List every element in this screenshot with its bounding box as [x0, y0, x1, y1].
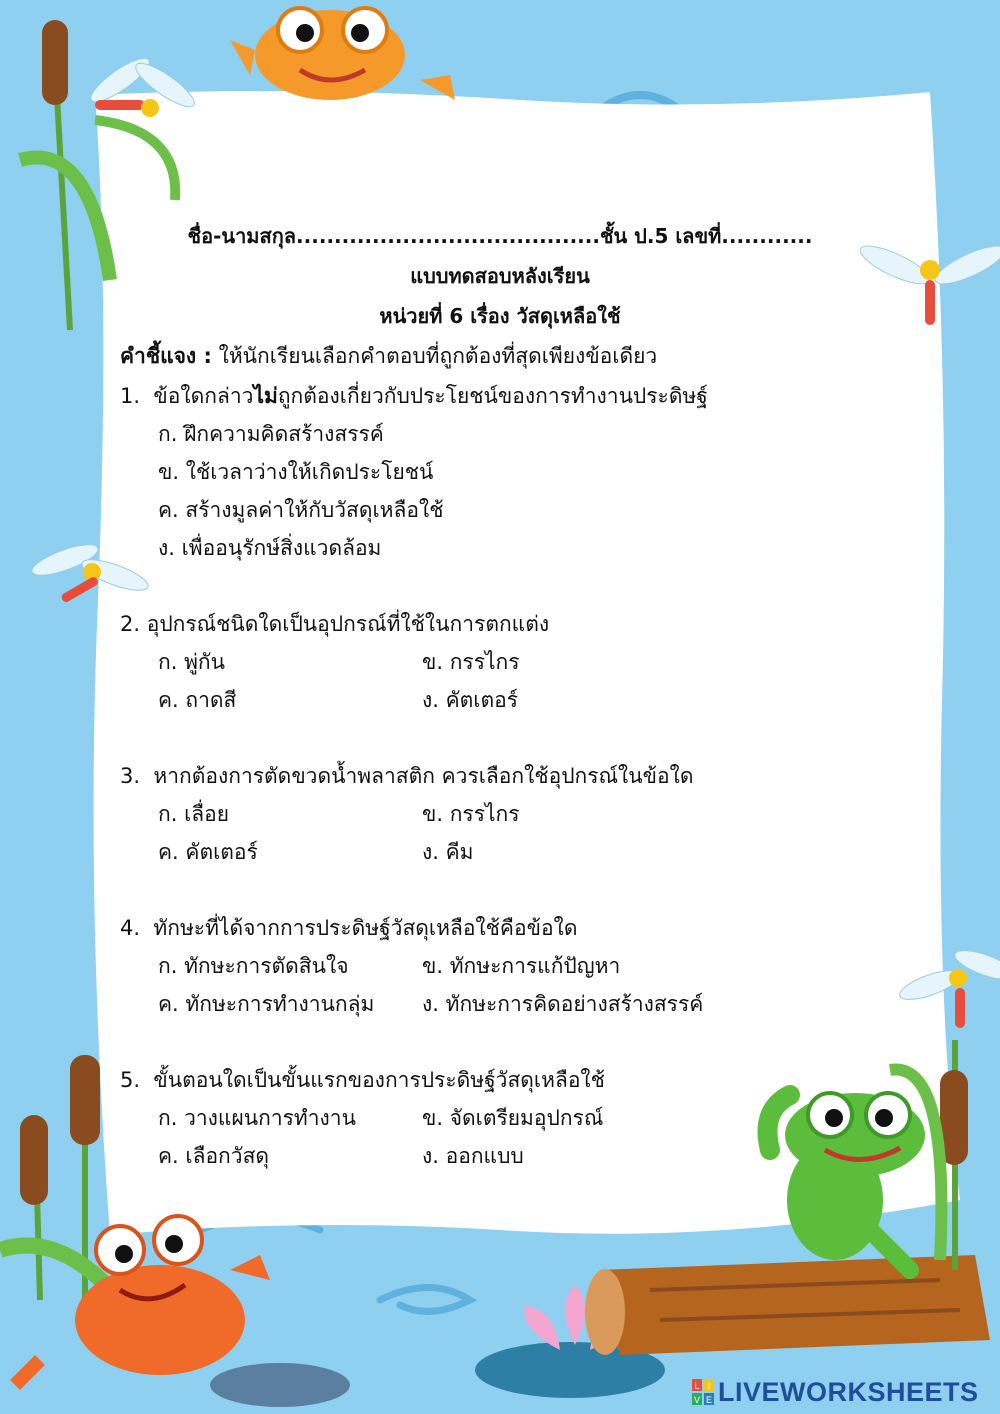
question-5-option-b[interactable]: ข. จัดเตรียมอุปกรณ์ — [422, 1106, 604, 1130]
question-2 — [120, 610, 549, 638]
question-1 — [120, 382, 708, 410]
question-5-option-d[interactable]: ง. ออกแบบ — [422, 1144, 524, 1168]
question-text: ขั้นตอนใดเป็นขั้นแรกของการประดิษฐ์วัสดุเหลือใช้ — [153, 1068, 605, 1092]
logo-letter: V — [693, 1395, 701, 1405]
liveworksheets-watermark — [692, 1375, 979, 1409]
question-text: ทักษะที่ได้จากการประดิษฐ์วัสดุเหลือใช้คือข้อใด — [153, 916, 578, 940]
question-text: อุปกรณ์ชนิดใดเป็นอุปกรณ์ที่ใช้ในการตกแต่ง — [146, 612, 550, 636]
logo-letter: I — [707, 1381, 711, 1391]
question-text: หากต้องการตัดขวดน้ำพลาสติก ควรเลือกใช้อุปกรณ์ในข้อใด — [153, 764, 694, 788]
logo-letter: E — [705, 1395, 713, 1405]
question-number: 4. — [120, 916, 141, 940]
question-text-before: ข้อใดกล่าว — [153, 384, 254, 408]
question-1-option-b[interactable]: ข. ใช้เวลาว่างให้เกิดประโยชน์ — [158, 460, 434, 484]
question-3-option-c[interactable]: ค. คัตเตอร์ — [158, 840, 258, 864]
question-text-emphasis: ไม่ — [253, 384, 278, 408]
question-3-option-b[interactable]: ข. กรรไกร — [422, 802, 520, 826]
question-number: 1. — [120, 384, 141, 408]
question-1-option-d[interactable]: ง. เพื่ออนุรักษ์สิ่งแวดล้อม — [158, 536, 382, 560]
instructions-text: ให้นักเรียนเลือกคำตอบที่ถูกต้องที่สุดเพียงข้อเดียว — [211, 344, 658, 368]
question-2-option-b[interactable]: ข. กรรไกร — [422, 650, 520, 674]
question-2-option-a[interactable]: ก. พู่กัน — [158, 650, 225, 674]
brand-text: LIVEWORKSHEETS — [718, 1376, 979, 1407]
instructions — [120, 342, 657, 370]
question-5-option-a[interactable]: ก. วางแผนการทำงาน — [158, 1106, 356, 1130]
name-line: ชื่อ-นามสกุล........................................ชั้น ป.5 เลขที่............ — [187, 224, 813, 248]
question-4-option-a[interactable]: ก. ทักษะการตัดสินใจ — [158, 954, 349, 978]
liveworksheets-logo-icon — [692, 1379, 714, 1405]
question-2-option-d[interactable]: ง. คัตเตอร์ — [422, 688, 518, 712]
question-1-option-c[interactable]: ค. สร้างมูลค่าให้กับวัสดุเหลือใช้ — [158, 498, 444, 522]
question-5 — [120, 1066, 605, 1094]
question-5-option-c[interactable]: ค. เลือกวัสดุ — [158, 1144, 270, 1168]
question-4-option-b[interactable]: ข. ทักษะการแก้ปัญหา — [422, 954, 621, 978]
question-number: 2. — [120, 612, 141, 636]
question-1-option-a[interactable]: ก. ฝึกความคิดสร้างสรรค์ — [158, 422, 384, 446]
question-3 — [120, 762, 694, 790]
question-4-option-d[interactable]: ง. ทักษะการคิดอย่างสร้างสรรค์ — [422, 992, 704, 1016]
question-4-option-c[interactable]: ค. ทักษะการทำงานกลุ่ม — [158, 992, 375, 1016]
page-title: แบบทดสอบหลังเรียน — [410, 264, 590, 288]
question-number: 3. — [120, 764, 141, 788]
question-text-after: ถูกต้องเกี่ยวกับประโยชน์ของการทำงานประดิษฐ์ — [277, 384, 708, 408]
question-3-option-a[interactable]: ก. เลื่อย — [158, 802, 230, 826]
question-4 — [120, 914, 577, 942]
question-2-option-c[interactable]: ค. ถาดสี — [158, 688, 237, 712]
question-3-option-d[interactable]: ง. คีม — [422, 840, 474, 864]
question-number: 5. — [120, 1068, 141, 1092]
instructions-label: คำชี้แจง : — [120, 344, 212, 368]
page-subtitle: หน่วยที่ 6 เรื่อง วัสดุเหลือใช้ — [379, 304, 621, 328]
logo-letter: L — [694, 1381, 700, 1391]
